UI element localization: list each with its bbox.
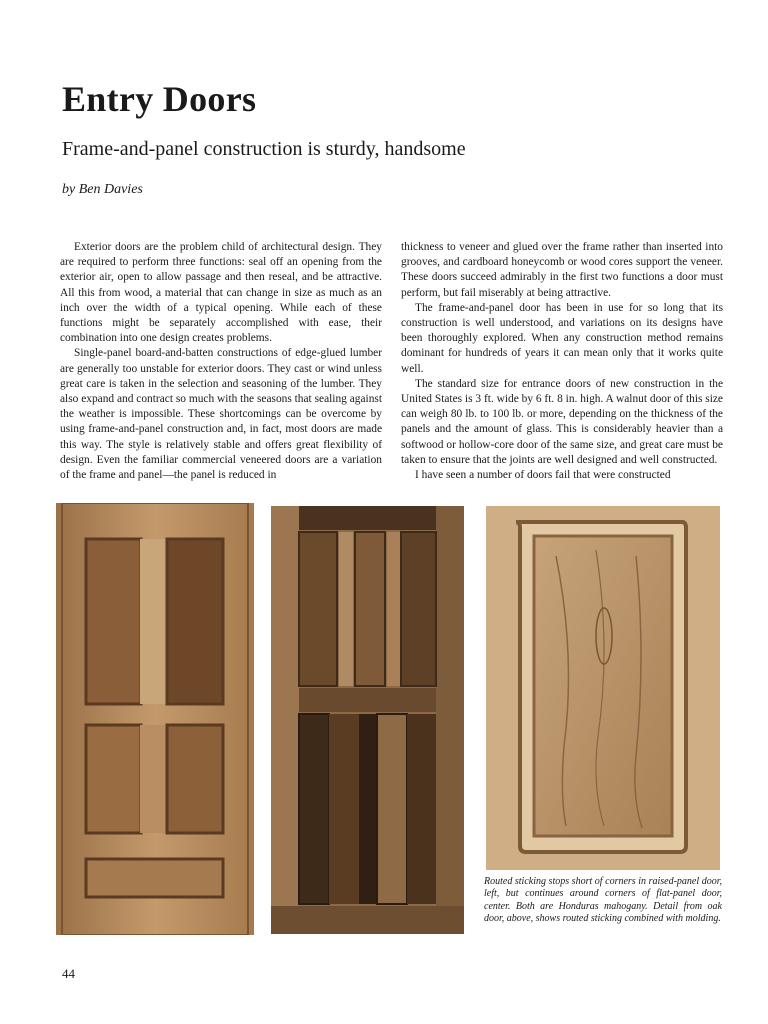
byline: by Ben Davies (62, 182, 143, 197)
text-column-left (60, 240, 382, 496)
photo-oak-door-detail (486, 506, 720, 870)
photo-flat-panel-door (271, 506, 464, 934)
paragraph: The frame-and-panel door has been in use for so long that its construction is well understood, and variations on its designs have been thoroughly explored. When any construction method remains dominant for hundreds of years it can mean only that it works quite well. (401, 301, 723, 375)
paragraph: Single-panel board-and-batten constructions of edge-glued lumber are generally too unstable for exterior doors. They cast or wind unless great care is taken in the selection and seasoning of the lumber. They also expand and contract so much with the seasons that sealing against the weather is impossible. These shortcomings can be overcome by using frame-and-panel construction and, in fact, most doors are made this way. The style is relatively stable and offers great flexibility of design. Even the familiar commercial veneered doors are a variation of the frame and panel—the panel is reduced in (60, 347, 382, 482)
paragraph: I have seen a number of doors fail that were constructed (415, 469, 671, 482)
photo-caption: Routed sticking stops short of corners in raised-panel door, left, but continues around corners of flat-panel door, center. Both are Honduras mahogany. Detail from oak door, above, shows routed sticking combined with molding. (484, 876, 722, 925)
flat-panel-door-illustration (271, 506, 464, 934)
article-subtitle: Frame-and-panel construction is sturdy, handsome (62, 138, 466, 160)
article-title: Entry Doors (62, 79, 257, 119)
paragraph: thickness to veneer and glued over the frame rather than inserted into grooves, and cardboard honeycomb or wood cores support the veneer. These doors succeed admirably in the first two functions a door must perform, but fail miserably at being attractive. (401, 241, 723, 299)
text-column-right (401, 240, 723, 496)
paragraph: The standard size for entrance doors of new construction in the United States is 3 ft. wide by 6 ft. 8 in. high. A walnut door of this size can weigh 80 lb. to 100 lb. or more, depending on the thickness of the panels and the amount of glass. This is considerably heavier than a softwood or hollow-core door of the same size, and great care must be taken to ensure that the joints are well designed and well constructed. (401, 377, 723, 466)
photo-raised-panel-door (56, 503, 254, 935)
paragraph: Exterior doors are the problem child of architectural design. They are required to perform three functions: seal off an opening from the exterior air, open to allow passage and then reseal, and be attractive. All this from wood, a material that can change in size as much as an inch over the width of a typical opening. While each of these functions might be separately accomplished with ease, their combination into one design creates problems. (60, 241, 382, 345)
page-number: 44 (62, 966, 75, 981)
raised-panel-door-illustration (56, 503, 254, 935)
oak-door-detail-illustration (486, 506, 720, 870)
